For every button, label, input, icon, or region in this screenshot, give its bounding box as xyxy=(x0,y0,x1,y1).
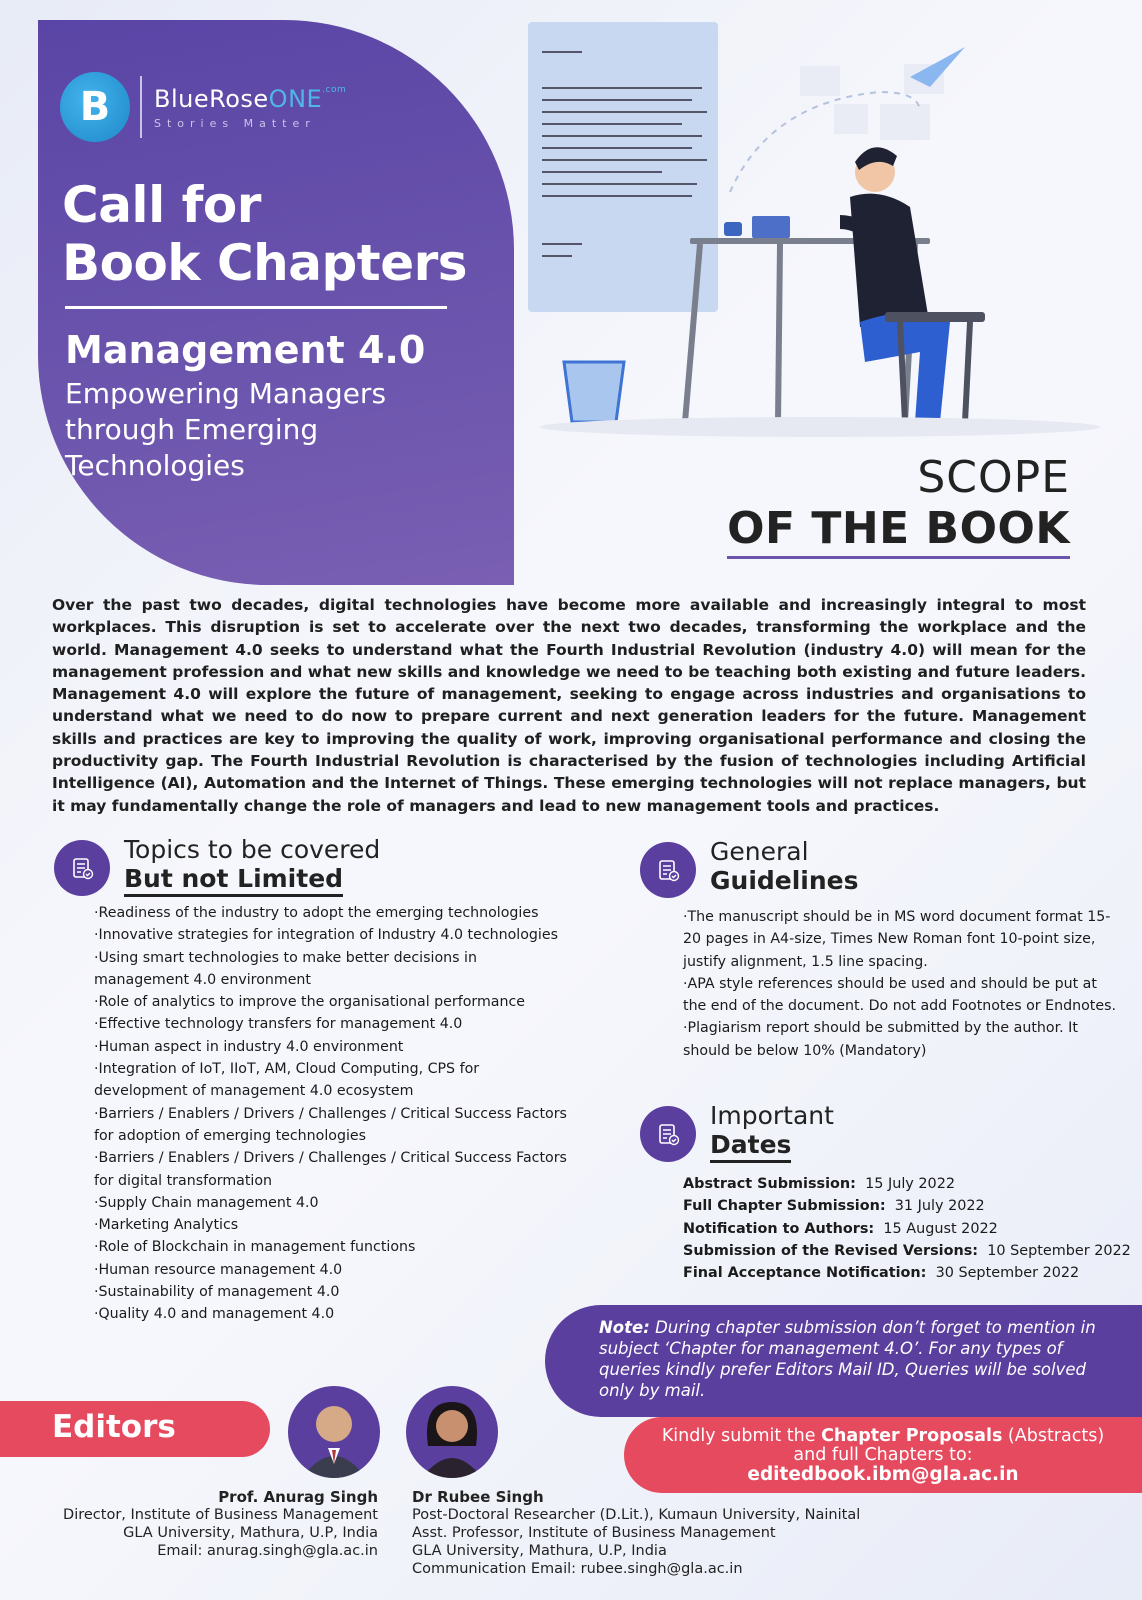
list-item: ·Role of analytics to improve the organisational performance xyxy=(94,994,526,1011)
note-text: During chapter submission don’t forget to mention in subject ‘Chapter for management 4.O’. For any types of queries kindly prefer Editors Mail ID, Queries will be solved only by mail. xyxy=(599,1318,1096,1400)
date-row xyxy=(683,1218,1131,1240)
bluerose-logo xyxy=(60,72,346,142)
list-item: ·Readiness of the industry to adopt the emerging technologies xyxy=(94,905,539,921)
clipboard-icon xyxy=(54,840,110,896)
editor-2-line: Asst. Professor, Institute of Business Management xyxy=(412,1525,776,1541)
date-label: Full Chapter Submission: xyxy=(683,1198,886,1215)
subtitle-line-3: Technologies xyxy=(65,449,245,482)
person-torso xyxy=(850,194,930,327)
list-item: ·The manuscript should be in MS word document format 15-20 pages in A4-size, Times New Roman font 10-point size, justify alignment, 1.5 line spacing. xyxy=(683,909,1111,970)
topics-heading-line-2: But not Limited xyxy=(124,864,343,897)
avatar xyxy=(406,1386,498,1478)
editors-label: Editors xyxy=(0,1401,270,1457)
editor-2-name: Dr Rubee Singh xyxy=(412,1488,544,1506)
date-label: Notification to Authors: xyxy=(683,1220,875,1237)
title-divider xyxy=(65,306,447,309)
list-item: ·Using smart technologies to make better decisions in management 4.0 environment xyxy=(94,949,477,988)
editor-1-email: Email: anurag.singh@gla.ac.in xyxy=(157,1543,378,1559)
frame-1 xyxy=(800,66,840,96)
date-row xyxy=(683,1173,1131,1195)
submit-line-1 xyxy=(624,1427,1142,1446)
date-row xyxy=(683,1195,1131,1217)
list-item: ·Quality 4.0 and management 4.0 xyxy=(94,1306,335,1323)
submission-banner xyxy=(624,1417,1142,1493)
editor-2-info xyxy=(412,1488,860,1578)
book-subtitle xyxy=(65,376,485,484)
scope-heading-top: SCOPE xyxy=(917,452,1070,503)
subtitle-line-1: Empowering Managers xyxy=(65,377,387,410)
frame-3 xyxy=(880,104,930,140)
frame-2 xyxy=(834,104,868,134)
logo-name xyxy=(154,85,346,113)
paper-sheet xyxy=(528,22,718,312)
dates-heading xyxy=(640,1102,834,1163)
date-value: 31 July 2022 xyxy=(894,1198,985,1215)
date-value: 15 August 2022 xyxy=(883,1220,998,1237)
subtitle-line-2: through Emerging xyxy=(65,413,319,446)
submit-pre: Kindly submit the xyxy=(661,1426,822,1446)
guidelines-list xyxy=(683,906,1119,1062)
list-item: ·Plagiarism report should be submitted by the author. It should be below 10% (Mandatory) xyxy=(683,1020,1078,1059)
trash-bin xyxy=(564,362,624,422)
avatar xyxy=(288,1386,380,1478)
topics-heading xyxy=(54,836,380,897)
list-item: ·APA style references should be used and should be put at the end of the document. Do not add Footnotes or Endnotes. xyxy=(683,975,1116,1015)
dates-heading-line-2: Dates xyxy=(710,1130,791,1163)
clipboard-icon xyxy=(640,1106,696,1162)
writer-illustration xyxy=(520,22,1120,452)
guidelines-heading-line-1: General xyxy=(710,837,809,866)
submit-email-link[interactable]: editedbook.ibm@gla.ac.in xyxy=(747,1464,1019,1485)
scope-heading xyxy=(727,452,1070,559)
title-line-1: Call for xyxy=(62,176,261,234)
photo-frame xyxy=(752,216,790,238)
guidelines-heading-line-2: Guidelines xyxy=(710,866,859,895)
guidelines-heading xyxy=(640,838,859,898)
list-item: ·Role of Blockchain in management functions xyxy=(94,1239,416,1256)
clipboard-icon xyxy=(640,842,696,898)
list-item: ·Supply Chain management 4.0 xyxy=(94,1194,319,1211)
dates-list xyxy=(683,1173,1131,1284)
topics-list xyxy=(94,902,574,1326)
list-item: ·Integration of IoT, IIoT, AM, Cloud Computing, CPS for development of management 4.0 ecosystem xyxy=(94,1061,480,1100)
editor-1-name: Prof. Anurag Singh xyxy=(218,1488,378,1506)
editor-2-email: Communication Email: rubee.singh@gla.ac.in xyxy=(412,1561,743,1577)
list-item: ·Human aspect in industry 4.0 environment xyxy=(94,1038,404,1055)
editor-2-line: GLA University, Mathura, U.P, India xyxy=(412,1543,667,1559)
scope-heading-bottom: OF THE BOOK xyxy=(727,503,1070,559)
logo-mark-icon: B xyxy=(60,72,130,142)
date-row xyxy=(683,1262,1131,1284)
dates-heading-line-1: Important xyxy=(710,1101,834,1130)
submission-note xyxy=(545,1305,1142,1417)
title-line-2: Book Chapters xyxy=(62,234,468,292)
topics-heading-line-1: Topics to be covered xyxy=(124,835,381,864)
list-item: ·Human resource management 4.0 xyxy=(94,1261,343,1278)
date-value: 30 September 2022 xyxy=(935,1265,1080,1282)
date-label: Final Acceptance Notification: xyxy=(683,1265,927,1282)
logo-dotcom: .com xyxy=(322,84,347,95)
list-item: ·Innovative strategies for integration of Industry 4.0 technologies xyxy=(94,927,558,944)
scope-paragraph: Over the past two decades, digital technologies have become more available and increasingly integral to most workplaces. This disruption is set to accelerate over the next two decades, transforming the workplace and the world. Management 4.0 seeks to understand what the Fourth Industrial Revolution (industry 4.0) will mean for the management profession and what new skills and knowledge we need to be teaching both existing and future leaders. Management 4.0 will explore the future of management, seeking to engage across industries and organisations to understand what we need to do now to prepare current and next generation leaders for the future. Management skills and practices are key to improving the quality of work, improving organisational performance and closing the productivity gap. The Fourth Industrial Revolution is characterised by the fusion of technologies including Artificial Intelligence (AI), Automation and the Internet of Things. These emerging technologies will not replace managers, but it may fundamentally change the role of managers and lead to new management tools and practices. xyxy=(52,596,1086,815)
submit-line-2: and full Chapters to: xyxy=(793,1445,973,1465)
editor-1-info xyxy=(63,1488,378,1560)
logo-name-a: BlueRose xyxy=(154,84,269,113)
list-item: ·Marketing Analytics xyxy=(94,1217,239,1234)
stool-seat xyxy=(885,312,985,322)
list-item: ·Barriers / Enablers / Drivers / Challenges / Critical Success Factors for digital transformation xyxy=(94,1150,567,1189)
page-title xyxy=(62,176,467,292)
submit-bold: Chapter Proposals xyxy=(821,1426,1003,1446)
note-label: Note: xyxy=(599,1318,650,1337)
logo-tagline: Stories Matter xyxy=(154,116,316,130)
editor-1-line: Director, Institute of Business Management xyxy=(63,1507,378,1523)
list-item: ·Sustainability of management 4.0 xyxy=(94,1284,340,1301)
date-value: 15 July 2022 xyxy=(865,1176,956,1192)
date-row xyxy=(683,1240,1131,1262)
editor-2-line: Post-Doctoral Researcher (D.Lit.), Kumaun University, Nainital xyxy=(412,1507,861,1523)
book-title: Management 4.0 xyxy=(65,328,426,372)
date-label: Submission of the Revised Versions: xyxy=(683,1242,979,1259)
list-item: ·Barriers / Enablers / Drivers / Challenges / Critical Success Factors for adoption of emerging technologies xyxy=(94,1105,567,1144)
coffee-cup xyxy=(724,222,742,236)
logo-separator xyxy=(140,76,142,138)
editor-1-line: GLA University, Mathura, U.P, India xyxy=(123,1525,378,1541)
list-item: ·Effective technology transfers for management 4.0 xyxy=(94,1016,463,1033)
date-label: Abstract Submission: xyxy=(683,1176,856,1192)
submit-post: (Abstracts) xyxy=(1002,1426,1105,1446)
date-value: 10 September 2022 xyxy=(987,1242,1131,1259)
logo-name-b: ONE xyxy=(268,84,323,113)
